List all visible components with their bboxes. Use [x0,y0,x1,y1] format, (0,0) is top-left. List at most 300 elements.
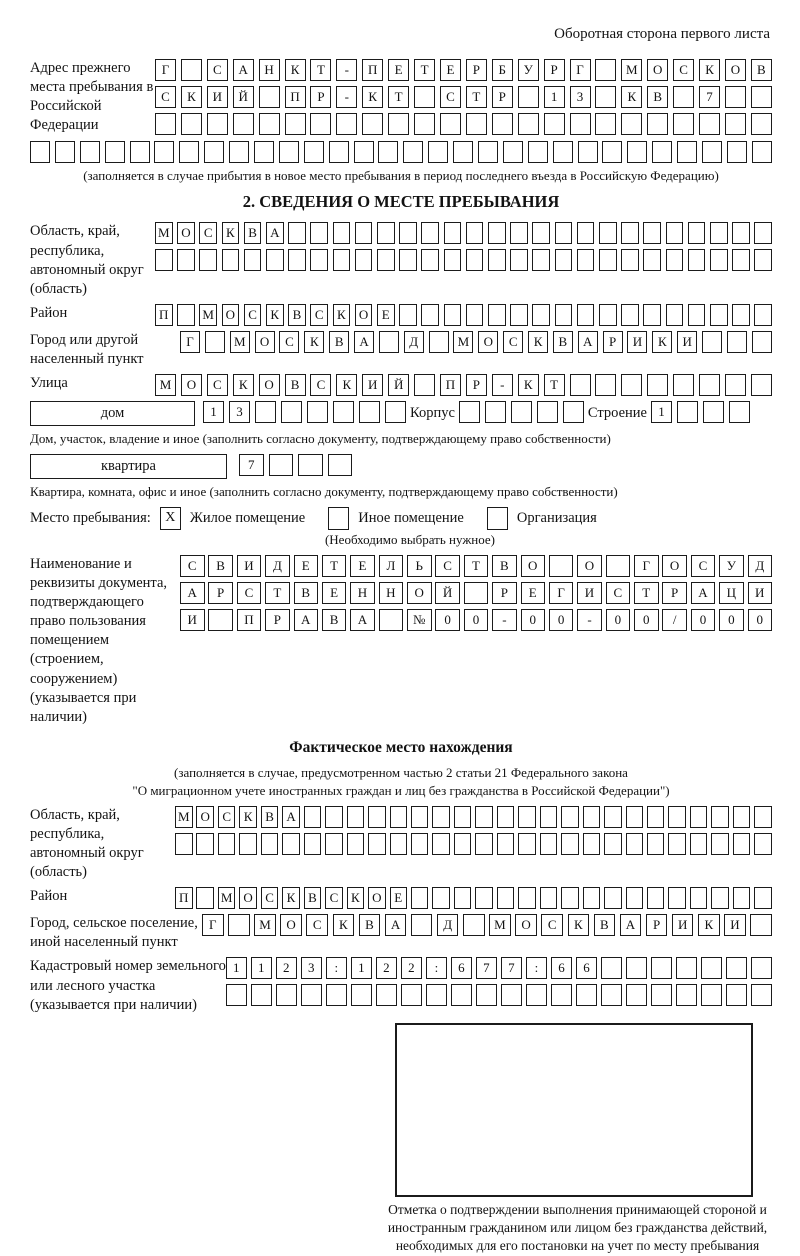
char-cell [518,86,539,108]
char-cell: : [426,957,447,979]
char-cell [621,249,639,271]
char-cell: 2 [276,957,297,979]
char-cell: О [647,59,668,81]
char-cell [754,806,772,828]
char-cell [401,984,422,1006]
char-cell: В [751,59,772,81]
char-cell [476,984,497,1006]
char-cell: П [285,86,306,108]
char-cell: В [322,609,347,631]
char-cell [466,113,487,135]
street-label: Улица [30,375,68,392]
char-cell [604,806,622,828]
cadastre-row-2 [226,984,772,1006]
char-cell [510,222,528,244]
char-cell [105,141,125,163]
char-cell [647,833,665,855]
char-cell [497,887,515,909]
char-cell [540,833,558,855]
stroenie-cells [651,401,750,423]
actual-location-note-1: (заполняется в случае, предусмотренном частью 2 статьи 21 Федерального закона [174,764,628,780]
document-row-2 [180,582,772,604]
char-cell: П [440,374,461,396]
char-cell [725,86,746,108]
char-cell [668,887,686,909]
char-cell [453,141,473,163]
char-cell: А [180,582,205,604]
char-cell: Р [310,86,331,108]
char-cell: И [724,914,746,936]
char-cell [688,304,706,326]
char-cell [583,806,601,828]
char-cell [754,304,772,326]
prev-address-label: Адрес прежнего места пребывания в Российской Федерации [30,60,154,134]
char-cell: О [255,331,275,353]
char-cell: М [218,887,236,909]
char-cell [752,331,772,353]
char-cell: К [652,331,672,353]
char-cell: И [627,331,647,353]
apartment-row [30,454,772,479]
char-cell: В [261,806,279,828]
char-cell: 1 [351,957,372,979]
char-cell: Е [521,582,546,604]
char-cell [688,249,706,271]
char-cell [510,249,528,271]
char-cell [555,249,573,271]
char-cell [347,806,365,828]
char-cell [702,331,722,353]
char-cell: К [621,86,642,108]
document-row-3 [180,609,772,631]
char-cell: Б [492,59,513,81]
char-cell: С [155,86,176,108]
char-cell: В [553,331,573,353]
char-cell [325,833,343,855]
char-cell: В [492,555,517,577]
char-cell [532,249,550,271]
char-cell: С [261,887,279,909]
char-cell: Д [437,914,459,936]
document-label: Наименование и реквизиты документа, подтверждающего право пользования помещением (строением, сооружением) (указывается при наличии) [30,555,167,725]
char-cell [751,86,772,108]
char-cell: О [725,59,746,81]
char-cell: И [180,609,205,631]
char-cell [326,984,347,1006]
char-cell [301,984,322,1006]
char-cell [466,222,484,244]
char-cell [177,249,195,271]
char-cell [727,331,747,353]
char-cell: 1 [203,401,224,423]
char-cell [561,806,579,828]
char-cell [606,555,631,577]
char-cell [399,222,417,244]
char-cell [261,833,279,855]
char-cell: : [326,957,347,979]
char-cell [583,887,601,909]
char-cell [518,806,536,828]
cadastre-row-1 [226,957,772,979]
region-block [30,222,772,299]
char-cell [532,304,550,326]
char-cell [702,141,722,163]
char-cell: 7 [239,454,264,476]
char-cell: В [208,555,233,577]
char-cell [388,113,409,135]
char-cell: К [239,806,257,828]
char-cell: Т [388,86,409,108]
char-cell: 0 [435,609,460,631]
stroenie-label: Строение [587,405,647,422]
char-cell: К [333,304,351,326]
char-cell: Л [379,555,404,577]
char-cell [555,222,573,244]
street-row [30,374,772,396]
char-cell: Р [466,59,487,81]
char-cell [725,113,746,135]
char-cell [595,374,616,396]
char-cell: 3 [570,86,591,108]
char-cell [403,141,423,163]
char-cell [259,113,280,135]
char-cell [304,833,322,855]
char-cell [577,304,595,326]
char-cell [626,957,647,979]
char-cell [432,806,450,828]
stay-option-residential-label: Жилое помещение [189,509,306,526]
street-cells [155,374,772,396]
char-cell [304,806,322,828]
char-cell [466,304,484,326]
char-cell: Н [379,582,404,604]
char-cell: С [606,582,631,604]
char-cell [204,141,224,163]
char-cell [676,984,697,1006]
char-cell: С [306,914,328,936]
char-cell: Г [155,59,176,81]
char-cell [414,86,435,108]
stay-option-organization-label: Организация [516,509,597,526]
char-cell: Г [634,555,659,577]
char-cell [485,401,506,423]
prev-address-row-4 [30,141,772,163]
char-cell: Н [350,582,375,604]
char-cell: 1 [544,86,565,108]
apartment-note: Квартира, комната, офис и иное (заполнить согласно документу, подтверждающему право собственности) [30,484,618,500]
char-cell [553,141,573,163]
char-cell [666,249,684,271]
char-cell: К [233,374,254,396]
char-cell [626,833,644,855]
char-cell [576,984,597,1006]
char-cell [710,222,728,244]
char-cell: Г [180,331,200,353]
char-cell [666,304,684,326]
char-cell: 0 [634,609,659,631]
char-cell [207,113,228,135]
actual-district-row [30,887,772,909]
char-cell [561,887,579,909]
char-cell [428,141,448,163]
char-cell [501,984,522,1006]
char-cell: 0 [691,609,716,631]
char-cell [668,806,686,828]
char-cell [376,984,397,1006]
cadastre-cell-rows [226,957,772,1006]
char-cell [444,304,462,326]
char-cell [551,984,572,1006]
document-block [30,555,772,727]
char-cell: О [515,914,537,936]
char-cell [729,401,750,423]
char-cell: А [620,914,642,936]
char-cell [518,887,536,909]
char-cell: И [672,914,694,936]
char-cell [621,222,639,244]
actual-city-row [30,914,772,952]
actual-district-label: Район [30,888,68,905]
char-cell: М [254,914,276,936]
char-cell: / [662,609,687,631]
char-cell [199,249,217,271]
char-cell [440,113,461,135]
char-cell: С [503,331,523,353]
char-cell [668,833,686,855]
char-cell: Й [388,374,409,396]
document-cell-rows [180,555,772,631]
char-cell: Р [466,374,487,396]
char-cell [463,914,485,936]
char-cell [385,401,406,423]
char-cell: В [304,887,322,909]
char-cell [621,304,639,326]
char-cell [540,806,558,828]
char-cell [362,113,383,135]
char-cell [652,141,672,163]
char-cell: У [518,59,539,81]
char-cell: Р [603,331,623,353]
char-cell [411,833,429,855]
char-cell [454,887,472,909]
char-cell [390,833,408,855]
char-cell [621,374,642,396]
char-cell: О [239,887,257,909]
char-cell [711,806,729,828]
char-cell [540,887,558,909]
char-cell [602,141,622,163]
char-cell [254,141,274,163]
char-cell [754,222,772,244]
char-cell [727,141,747,163]
char-cell [355,222,373,244]
house-row [30,401,772,426]
char-cell: К [282,887,300,909]
char-cell: В [647,86,668,108]
char-cell [218,833,236,855]
char-cell: А [354,331,374,353]
char-cell: А [294,609,319,631]
char-cell [475,806,493,828]
char-cell [577,249,595,271]
char-cell [583,833,601,855]
char-cell [359,401,380,423]
char-cell: П [237,609,262,631]
actual-location-note-2: "О миграционном учете иностранных граждан и лиц без гражданства в Российской Федерации") [132,782,670,798]
char-cell: Т [414,59,435,81]
char-cell [251,984,272,1006]
region-row-1 [155,222,772,244]
char-cell [464,582,489,604]
char-cell [537,401,558,423]
char-cell: О [662,555,687,577]
char-cell [690,833,708,855]
char-cell [451,984,472,1006]
char-cell [733,806,751,828]
cadastre-block [30,957,772,1014]
char-cell [226,984,247,1006]
char-cell: Е [377,304,395,326]
char-cell: О [355,304,373,326]
char-cell: К [362,86,383,108]
char-cell [578,141,598,163]
apartment-box: квартира [30,454,227,479]
city-row [30,331,772,369]
char-cell [497,833,515,855]
char-cell [310,222,328,244]
char-cell: Е [388,59,409,81]
char-cell [429,331,449,353]
prev-address-row-2 [155,86,772,108]
char-cell [733,833,751,855]
char-cell [754,833,772,855]
char-cell [732,304,750,326]
char-cell [510,304,528,326]
char-cell: П [155,304,173,326]
char-cell [228,914,250,936]
prev-address-row-3 [155,113,772,135]
char-cell [599,249,617,271]
char-cell [647,887,665,909]
char-cell: К [699,59,720,81]
char-cell [333,222,351,244]
char-cell [677,141,697,163]
char-cell [701,984,722,1006]
char-cell [432,833,450,855]
char-cell: 6 [451,957,472,979]
char-cell: В [288,304,306,326]
char-cell [475,833,493,855]
char-cell [181,59,202,81]
char-cell [310,113,331,135]
char-cell: Т [464,555,489,577]
actual-region-label: Область, край, республика, автономный округ (область) [30,806,144,881]
char-cell [459,401,480,423]
char-cell: В [244,222,262,244]
apartment-number-cells [239,454,352,476]
char-cell [595,86,616,108]
char-cell [703,401,724,423]
actual-city-label: Город, сельское поселение, иной населенный пункт [30,915,198,951]
checkbox-other-premises [328,507,349,530]
char-cell [328,454,353,476]
char-cell [626,984,647,1006]
char-cell [351,984,372,1006]
char-cell: Е [294,555,319,577]
char-cell: - [492,374,513,396]
char-cell [488,222,506,244]
char-cell [561,833,579,855]
char-cell: К [698,914,720,936]
char-cell: 0 [549,609,574,631]
char-cell [751,374,772,396]
char-cell [239,833,257,855]
char-cell: Ь [407,555,432,577]
actual-district-cells [175,887,772,909]
char-cell: Т [634,582,659,604]
char-cell [599,304,617,326]
char-cell [229,141,249,163]
char-cell [80,141,100,163]
char-cell [726,984,747,1006]
char-cell: С [207,59,228,81]
house-number-cells [203,401,406,423]
char-cell [399,249,417,271]
checkbox-residential: X [160,507,181,530]
char-cell: М [155,374,176,396]
city-label: Город или другой населенный пункт [30,331,144,368]
actual-region-row-2 [175,833,772,855]
char-cell [208,609,233,631]
region-row-2 [155,249,772,271]
char-cell: 6 [576,957,597,979]
char-cell [333,401,354,423]
char-cell: 1 [651,401,672,423]
char-cell: М [199,304,217,326]
char-cell [288,249,306,271]
char-cell [643,222,661,244]
char-cell [518,833,536,855]
prev-address-note: (заполняется в случае прибытия в новое место пребывания в период последнего въезда в Российскую Федерацию) [83,167,719,183]
char-cell [454,806,472,828]
char-cell [244,249,262,271]
char-cell [411,914,433,936]
char-cell [643,304,661,326]
char-cell: А [578,331,598,353]
stay-type-note: (Необходимо выбрать нужное) [324,531,496,547]
char-cell: М [489,914,511,936]
char-cell: Р [544,59,565,81]
char-cell [532,222,550,244]
char-cell [255,401,276,423]
char-cell [281,401,302,423]
char-cell [310,249,328,271]
char-cell: 2 [376,957,397,979]
char-cell: - [336,59,357,81]
char-cell [177,304,195,326]
char-cell: Е [390,887,408,909]
actual-location-title: Фактическое место нахождения [289,738,513,756]
char-cell [304,141,324,163]
prev-address-cell-rows [155,59,772,135]
char-cell [196,833,214,855]
char-cell [355,249,373,271]
char-cell: К [518,374,539,396]
stay-type-row [30,507,772,530]
char-cell [325,806,343,828]
char-cell: : [526,957,547,979]
stamp-caption: Отметка о подтверждении выполнения принимающей стороной и иностранным гражданином или лицом без гражданства действий, необходимых для его постановки на учет по месту пребывания [387,1201,768,1254]
